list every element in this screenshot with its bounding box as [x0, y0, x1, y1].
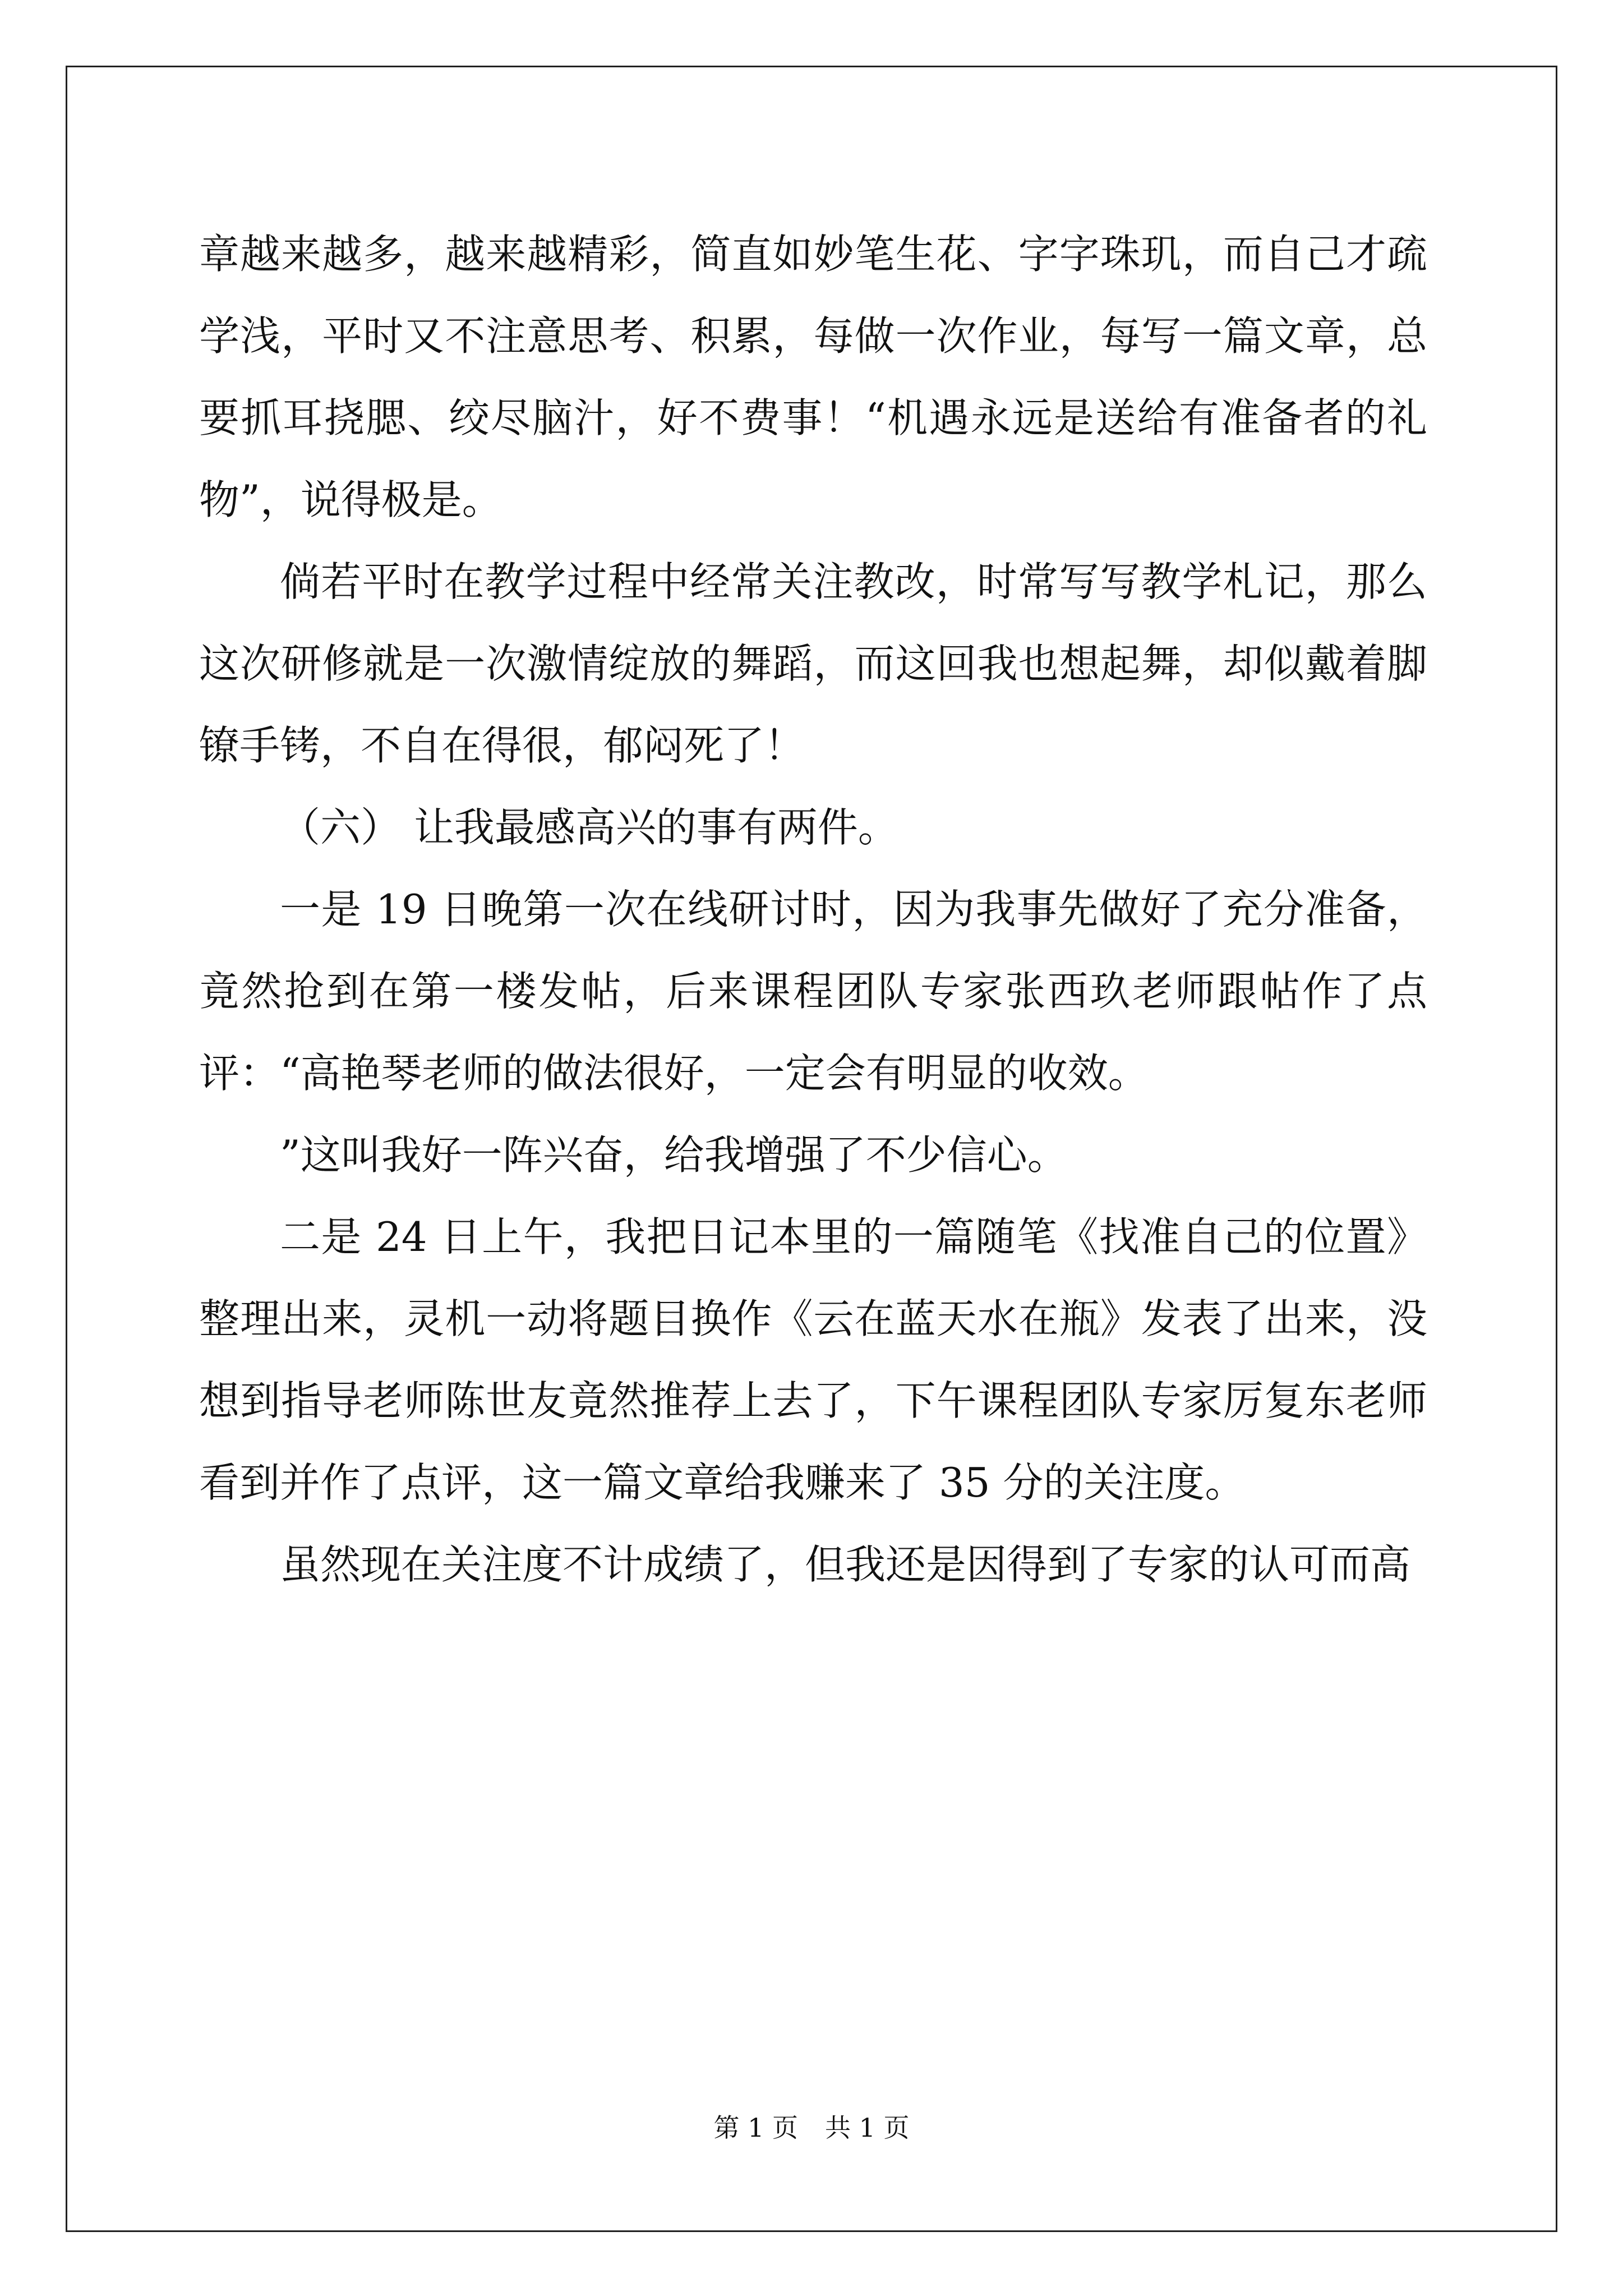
paragraph-7: 虽然现在关注度不计成绩了，但我还是因得到了专家的认可而高	[280, 1541, 1411, 1588]
page-footer	[0, 2111, 1623, 2145]
paragraph-5: ”这叫我好一阵兴奋，给我增强了不少信心。	[280, 1131, 1068, 1179]
page-total-label: 共 1 页	[825, 2113, 910, 2143]
paragraph-4: 一是 19 日晚第一次在线研讨时，因为我事先做好了充分准备，竟然抢到在第一楼发帖，后来课程团队专家张西玖老师跟帖作了点评：“高艳琴老师的做法很好，一定会有明显的收效。	[199, 886, 1427, 1097]
document-body	[199, 213, 1427, 1605]
paragraph-1: 章越来越多，越来越精彩，简直如妙笔生花、字字珠玑，而自己才疏学浅，平时又不注意思考、积累，每做一次作业，每写一篇文章，总要抓耳挠腮、绞尽脑汁，好不费事！“机遇永远是送给有准备者的礼物”，说得极是。	[199, 231, 1427, 523]
page-number-label: 第 1 页	[713, 2113, 798, 2143]
paragraph-3: （六） 让我最感高兴的事有两件。	[280, 804, 898, 851]
paragraph-2: 倘若平时在教学过程中经常关注教改，时常写写教学札记，那么这次研修就是一次激情绽放的舞蹈，而这回我也想起舞，却似戴着脚镣手铐，不自在得很，郁闷死了！	[199, 558, 1427, 769]
paragraph-6: 二是 24 日上午，我把日记本里的一篇随笔《找准自己的位置》整理出来，灵机一动将题目换作《云在蓝天水在瓶》发表了出来，没想到指导老师陈世友竟然推荐上去了，下午课程团队专家厉复东老师看到并作了点评，这一篇文章给我赚来了 35 分的关注度。	[199, 1213, 1427, 1506]
